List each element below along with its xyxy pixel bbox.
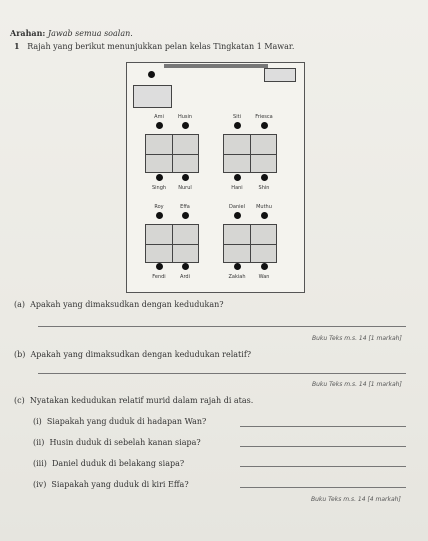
student-seat <box>156 263 163 270</box>
student-seat <box>234 122 241 129</box>
student-seat <box>182 263 189 270</box>
student-name: Nurul <box>178 185 192 191</box>
student-seat <box>261 122 268 129</box>
part-a-text: Apakah yang dimaksudkan dengan kedudukan? <box>30 300 224 309</box>
teacher-desk <box>133 85 172 108</box>
part-b-label: (b) <box>14 350 26 359</box>
student-name: Roy <box>154 204 164 210</box>
student-name: Hani <box>231 185 243 191</box>
student-seat <box>182 212 189 219</box>
student-name: Singh <box>151 185 167 191</box>
part-c-item <box>33 438 201 447</box>
instruction-label: Arahan: <box>10 28 46 38</box>
student-name: Siti <box>233 114 241 120</box>
part-a-label: (a) <box>14 300 26 309</box>
student-name: Husin <box>177 114 193 120</box>
student-name: Ami <box>154 114 164 120</box>
student-name: Daniel <box>229 204 245 210</box>
item-text: Siapakah yang duduk di hadapan Wan? <box>46 417 207 426</box>
item-label: (ii) <box>33 438 45 447</box>
part-c-item <box>33 417 206 426</box>
item-label: (i) <box>33 417 42 426</box>
student-seat <box>234 212 241 219</box>
answer-line[interactable] <box>38 326 406 327</box>
part-c-item <box>33 480 189 489</box>
instruction-text: Jawab semua soalan. <box>47 29 133 38</box>
part-c-label: (c) <box>14 396 25 405</box>
student-seat <box>156 122 163 129</box>
textbook-ref: Buku Teks m.s. 14 [1 markah] <box>312 381 402 388</box>
student-seat <box>156 212 163 219</box>
student-name: Zakiah <box>228 274 246 280</box>
desk-group <box>145 134 199 173</box>
desk-group <box>223 134 277 173</box>
item-label: (iv) <box>33 480 47 489</box>
student-seat <box>234 263 241 270</box>
student-seat <box>156 174 163 181</box>
student-seat <box>261 174 268 181</box>
question-number: 1 <box>14 41 20 51</box>
student-seat <box>261 263 268 270</box>
whiteboard <box>164 64 268 68</box>
answer-line[interactable] <box>240 466 406 467</box>
teacher-seat <box>148 71 155 78</box>
desk-group <box>223 224 277 263</box>
student-seat <box>182 122 189 129</box>
item-text: Daniel duduk di belakang siapa? <box>52 459 185 468</box>
item-label: (iii) <box>33 459 47 468</box>
student-name: Fendi <box>152 274 166 280</box>
answer-line[interactable] <box>38 373 406 374</box>
item-text: Siapakah yang duduk di kiri Effa? <box>51 480 189 489</box>
student-name: Shin <box>258 185 270 191</box>
classroom-plan <box>126 62 305 293</box>
answer-line[interactable] <box>240 446 406 447</box>
question-stem-text: Rajah yang berikut menunjukkan pelan kelas Tingkatan 1 Mawar. <box>27 42 295 51</box>
answer-line[interactable] <box>240 487 406 488</box>
part-b <box>14 350 251 359</box>
student-seat <box>234 174 241 181</box>
part-c-item <box>33 459 184 468</box>
student-name: Friesca <box>255 114 273 120</box>
textbook-ref: Buku Teks m.s. 14 [1 markah] <box>312 335 402 342</box>
student-name: Effa <box>180 204 190 210</box>
item-text: Husin duduk di sebelah kanan siapa? <box>49 438 201 447</box>
student-name: Wan <box>258 274 270 280</box>
student-name: Muthu <box>256 204 272 210</box>
part-c <box>14 396 253 405</box>
instruction <box>10 28 133 38</box>
student-seat <box>182 174 189 181</box>
part-c-text: Nyatakan kedudukan relatif murid dalam rajah di atas. <box>29 396 254 405</box>
student-name: Ardi <box>180 274 190 280</box>
question-stem <box>14 41 294 51</box>
part-a <box>14 300 224 309</box>
textbook-ref: Buku Teks m.s. 14 [4 markah] <box>311 496 401 503</box>
desk-group <box>145 224 199 263</box>
answer-line[interactable] <box>240 426 406 427</box>
cabinet <box>264 68 296 82</box>
student-seat <box>261 212 268 219</box>
part-b-text: Apakah yang dimaksudkan dengan kedudukan relatif? <box>30 350 252 359</box>
